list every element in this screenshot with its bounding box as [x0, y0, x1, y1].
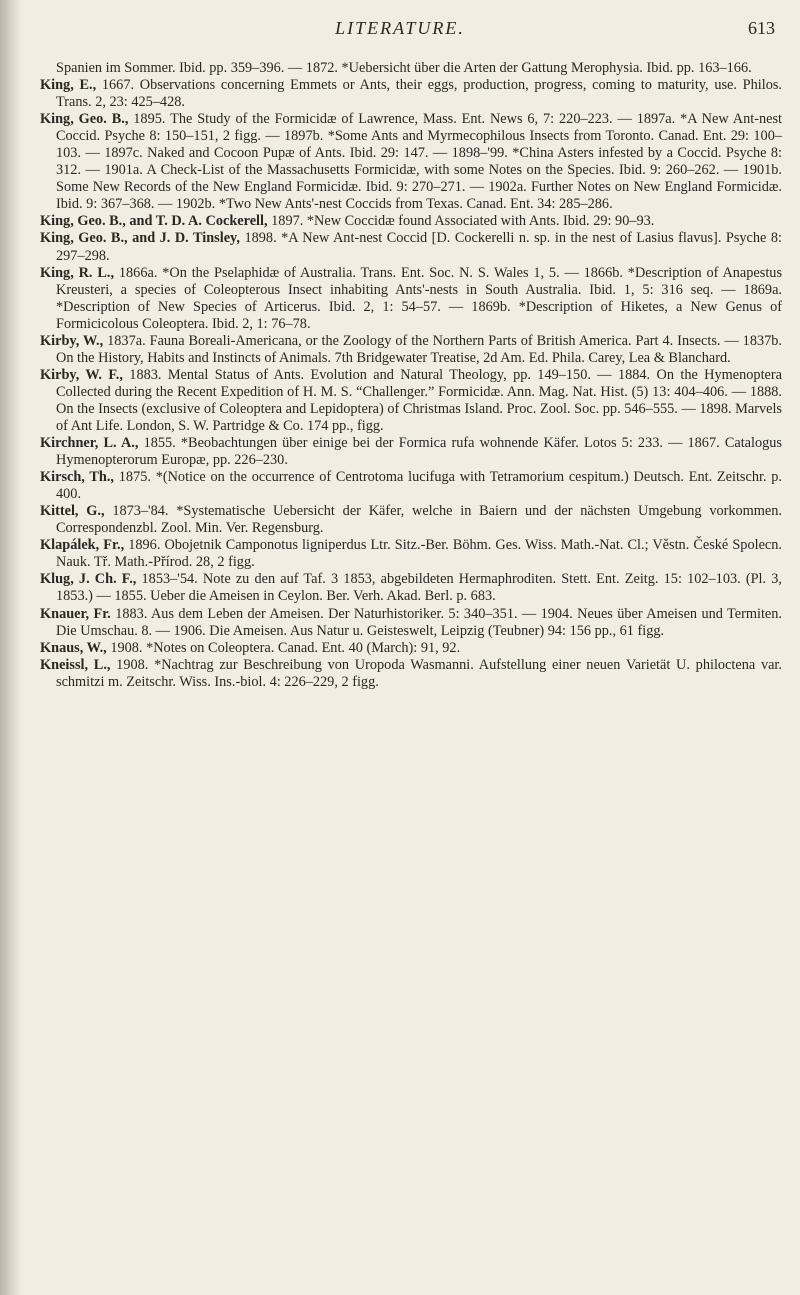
entry-text: 1853–'54. Note zu den auf Taf. 3 1853, abgebildeten Hermaphroditen. Stett. Ent. Zeitg. 15: 102–103. (Pl. 3, 1853.) — 1855. Ueber die Ameisen in Ceylon. Ber. Verh. Akad. Berl. p. 683. — [56, 571, 782, 605]
entry-author: King, R. L., — [40, 264, 115, 281]
entry-text: 1667. Observations concerning Emmets or Ants, their eggs, production, progress, coming to maturity, use. Philos. Trans. 2, 23: 425–428. — [56, 77, 783, 111]
entry-text: 1855. *Beobachtungen über einige bei der Formica rufa wohnende Käfer. Lotos 5: 233. — 1867. Catalogus Hymenopterorum Europæ, pp. 226–230. — [56, 435, 782, 469]
entry-text: 1898. *A New Ant-nest Coccid [D. Cockerelli n. sp. in the nest of Lasius flavus]. Psyche 8: 297–298. — [56, 230, 782, 264]
bibliography-entry — [40, 77, 782, 111]
page-header — [0, 18, 800, 58]
entry-author: Knauer, Fr. — [40, 605, 111, 622]
entry-author: Kirchner, L. A., — [40, 435, 139, 452]
entry-text: 1896. Obojetnik Camponotus ligniperdus Ltr. Sitz.-Ber. Böhm. Ges. Wiss. Math.-Nat. Cl.; Věstn. České Spolecn. Nauk. Tř. Math.-Přírod. 28, 2 figg. — [56, 537, 782, 571]
bibliography-entry — [40, 503, 782, 537]
entry-text: 1875. *(Notice on the occurrence of Centrotoma lucifuga with Tetramorium cespitum.) Deutsch. Ent. Zeitschr. p. 400. — [56, 469, 783, 503]
entry-text: 1837a. Fauna Boreali-Americana, or the Zoology of the Northern Parts of British America. Part 4. Insects. — 1837b. On the History, Habits and Instincts of Animals. 7th Bridgewater Treatise, 2d Am. Ed. Phila. Carey, Lea & Blanchard. — [56, 332, 782, 366]
bibliography-entry — [40, 265, 782, 333]
entry-author: Kirsch, Th., — [40, 469, 115, 486]
entry-author: Klapálek, Fr., — [40, 537, 125, 554]
entry-text: 1908. *Notes on Coleoptera. Canad. Ent. 40 (March): 91, 92. — [106, 639, 461, 656]
entry-author: Kittel, G., — [40, 503, 105, 520]
entry-author: King, E., — [40, 77, 97, 94]
bibliography-entry — [40, 213, 782, 230]
entry-author: King, Geo. B., and T. D. A. Cockerell, — [40, 213, 268, 230]
entry-author: Kneissl, L., — [40, 656, 111, 673]
bibliography-entry — [40, 469, 782, 503]
entry-text: 1866a. *On the Pselaphidæ of Australia. Trans. Ent. Soc. N. S. Wales 1, 5. — 1866b. *Description of Anapestus Kreusteri, a species of Coleopterous Insect inhabiting Ants'-nests in South Australia. Ibid. 1, 5: 316 seq. — 1869a. *Description of New Species of Articerus. Ibid. 2, 1: 54–57. — 1869b. *Description of Hiketes, a New Genus of Formicicolous Coleoptera. Ibid. 2, 1: 76–78. — [56, 264, 783, 332]
bibliography-entry — [40, 367, 782, 435]
entry-text: 1883. Mental Status of Ants. Evolution and Natural Theology, pp. 149–150. — 1884. On the Hymenoptera Collected during the Recent Expedition of H. M. S. “Challenger.” Formicidæ. Ann. Mag. Nat. Hist. (5) 13: 404–406. — 1888. On the Insects (exclusive of Coleoptera and Lepidoptera) of Christmas Island. Proc. Zool. Soc. pp. 546–555. — 1898. Marvels of Ant Life. London, S. W. Partridge & Co. 174 pp., figg. — [56, 366, 782, 434]
bibliography-entry — [40, 657, 782, 691]
entry-author: Knaus, W., — [40, 639, 107, 656]
bibliography-body — [40, 60, 782, 691]
entry-author: Kirby, W., — [40, 332, 104, 349]
entry-text: 1897. *New Coccidæ found Associated with Ants. Ibid. 29: 90–93. — [267, 213, 655, 230]
bibliography-entry — [40, 111, 782, 213]
bibliography-entry — [40, 606, 782, 640]
page-gutter-shadow — [0, 0, 22, 1295]
bibliography-entry — [40, 333, 782, 367]
entry-text: 1908. *Nachtrag zur Beschreibung von Uropoda Wasmanni. Aufstellung einer neuen Varietät U. philoctena var. schmitzi m. Zeitschr. Wiss. Ins.-biol. 4: 226–229, 2 figg. — [56, 656, 782, 690]
entry-text: 1895. The Study of the Formicidæ of Lawrence, Mass. Ent. News 6, 7: 220–223. — 1897a. *A New Ant-nest Coccid. Psyche 8: 150–151, 2 figg. — 1897b. *Some Ants and Myrmecophilous Insects from Toronto. Canad. Ent. 29: 100–103. — 1897c. Naked and Cocoon Pupæ of Ants. Ibid. 29: 147. — 1898–'99. *China Asters infested by a Coccid. Psyche 8: 312. — 1901a. A Check-List of the Massachusetts Formicidæ, with some Notes on the Species. Ibid. 9: 260–262. — 1901b. Some New Records of the New England Formicidæ. Ibid. 9: 270–271. — 1902a. Further Notes on New England Formicidæ. Ibid. 9: 367–368. — 1902b. *Two New Ants'-nest Coccids from Texas. Canad. Ent. 34: 285–286. — [56, 111, 782, 213]
bibliography-entry — [40, 640, 782, 657]
running-title: LITERATURE. — [335, 18, 465, 38]
bibliography-entry — [40, 435, 782, 469]
entry-author: King, Geo. B., — [40, 111, 129, 128]
page-number: 613 — [748, 18, 775, 38]
entry-text: Spanien im Sommer. Ibid. pp. 359–396. — 1872. *Uebersicht über die Arten der Gattung Merophysia. Ibid. pp. 163–166. — [56, 60, 752, 76]
entry-text: 1873–'84. *Systematische Uebersicht der Käfer, welche in Baiern und der nächsten Umgebung vorkommen. Correspondenzbl. Zool. Min. Ver. Regensburg. — [56, 503, 782, 537]
bibliography-entry — [40, 230, 782, 264]
entry-author: Klug, J. Ch. F., — [40, 571, 137, 588]
entry-author: Kirby, W. F., — [40, 366, 123, 383]
bibliography-entry — [40, 571, 782, 605]
bibliography-entry — [40, 537, 782, 571]
entry-author: King, Geo. B., and J. D. Tinsley, — [40, 230, 240, 247]
entry-text: 1883. Aus dem Leben der Ameisen. Der Naturhistoriker. 5: 340–351. — 1904. Neues über Ameisen und Termiten. Die Umschau. 8. — 1906. Die Ameisen. Aus Natur u. Geisteswelt, Leipzig (Teubner) 94: 156 pp., 61 figg. — [56, 605, 782, 639]
bibliography-entry — [40, 60, 782, 77]
